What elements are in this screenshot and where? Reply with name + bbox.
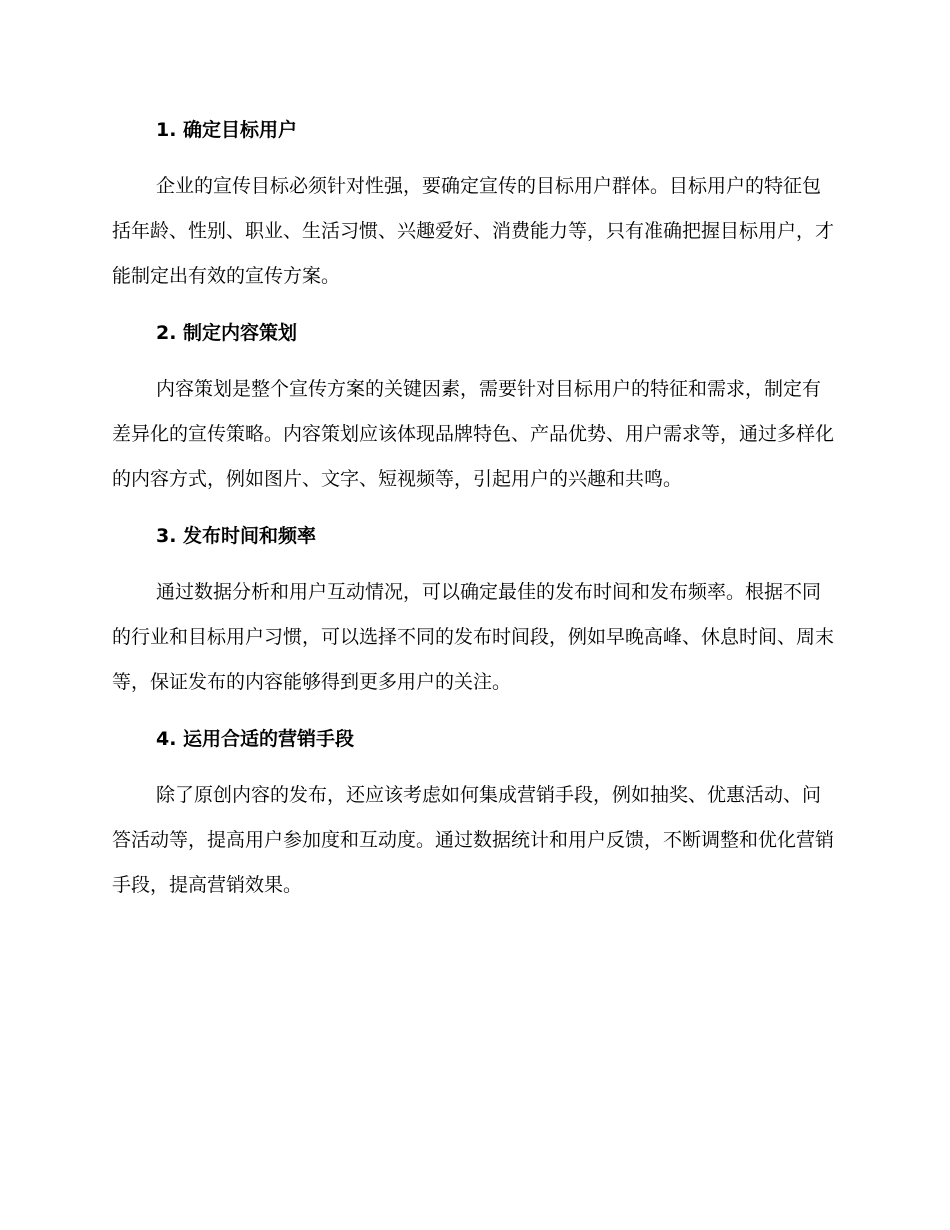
section-body-target-users: 企业的宣传目标必须针对性强，要确定宣传的目标用户群体。目标用户的特征包括年龄、性别、职业、生活习惯、兴趣爱好、消费能力等，只有准确把握目标用户，才能制定出有效的宣传方案。	[112, 175, 835, 287]
section-heading-target-users: 1. 确定目标用户	[156, 119, 298, 141]
section-body-publish-timing: 通过数据分析和用户互动情况，可以确定最佳的发布时间和发布频率。根据不同的行业和目标用户习惯，可以选择不同的发布时间段，例如早晚高峰、休息时间、周末等，保证发布的内容能够得到更多用户的关注。	[112, 581, 835, 693]
section-heading-publish-timing: 3. 发布时间和频率	[156, 525, 317, 547]
section-heading-marketing-methods: 4. 运用合适的营销手段	[156, 728, 355, 750]
section-body-marketing-methods: 除了原创内容的发布，还应该考虑如何集成营销手段，例如抽奖、优惠活动、问答活动等，提高用户参加度和互动度。通过数据统计和用户反馈，不断调整和优化营销手段，提高营销效果。	[112, 784, 835, 896]
section-body-content-planning: 内容策划是整个宣传方案的关键因素，需要针对目标用户的特征和需求，制定有差异化的宣传策略。内容策划应该体现品牌特色、产品优势、用户需求等，通过多样化的内容方式，例如图片、文字、短视频等，引起用户的兴趣和共鸣。	[112, 378, 835, 490]
section-heading-content-planning: 2. 制定内容策划	[156, 322, 298, 344]
